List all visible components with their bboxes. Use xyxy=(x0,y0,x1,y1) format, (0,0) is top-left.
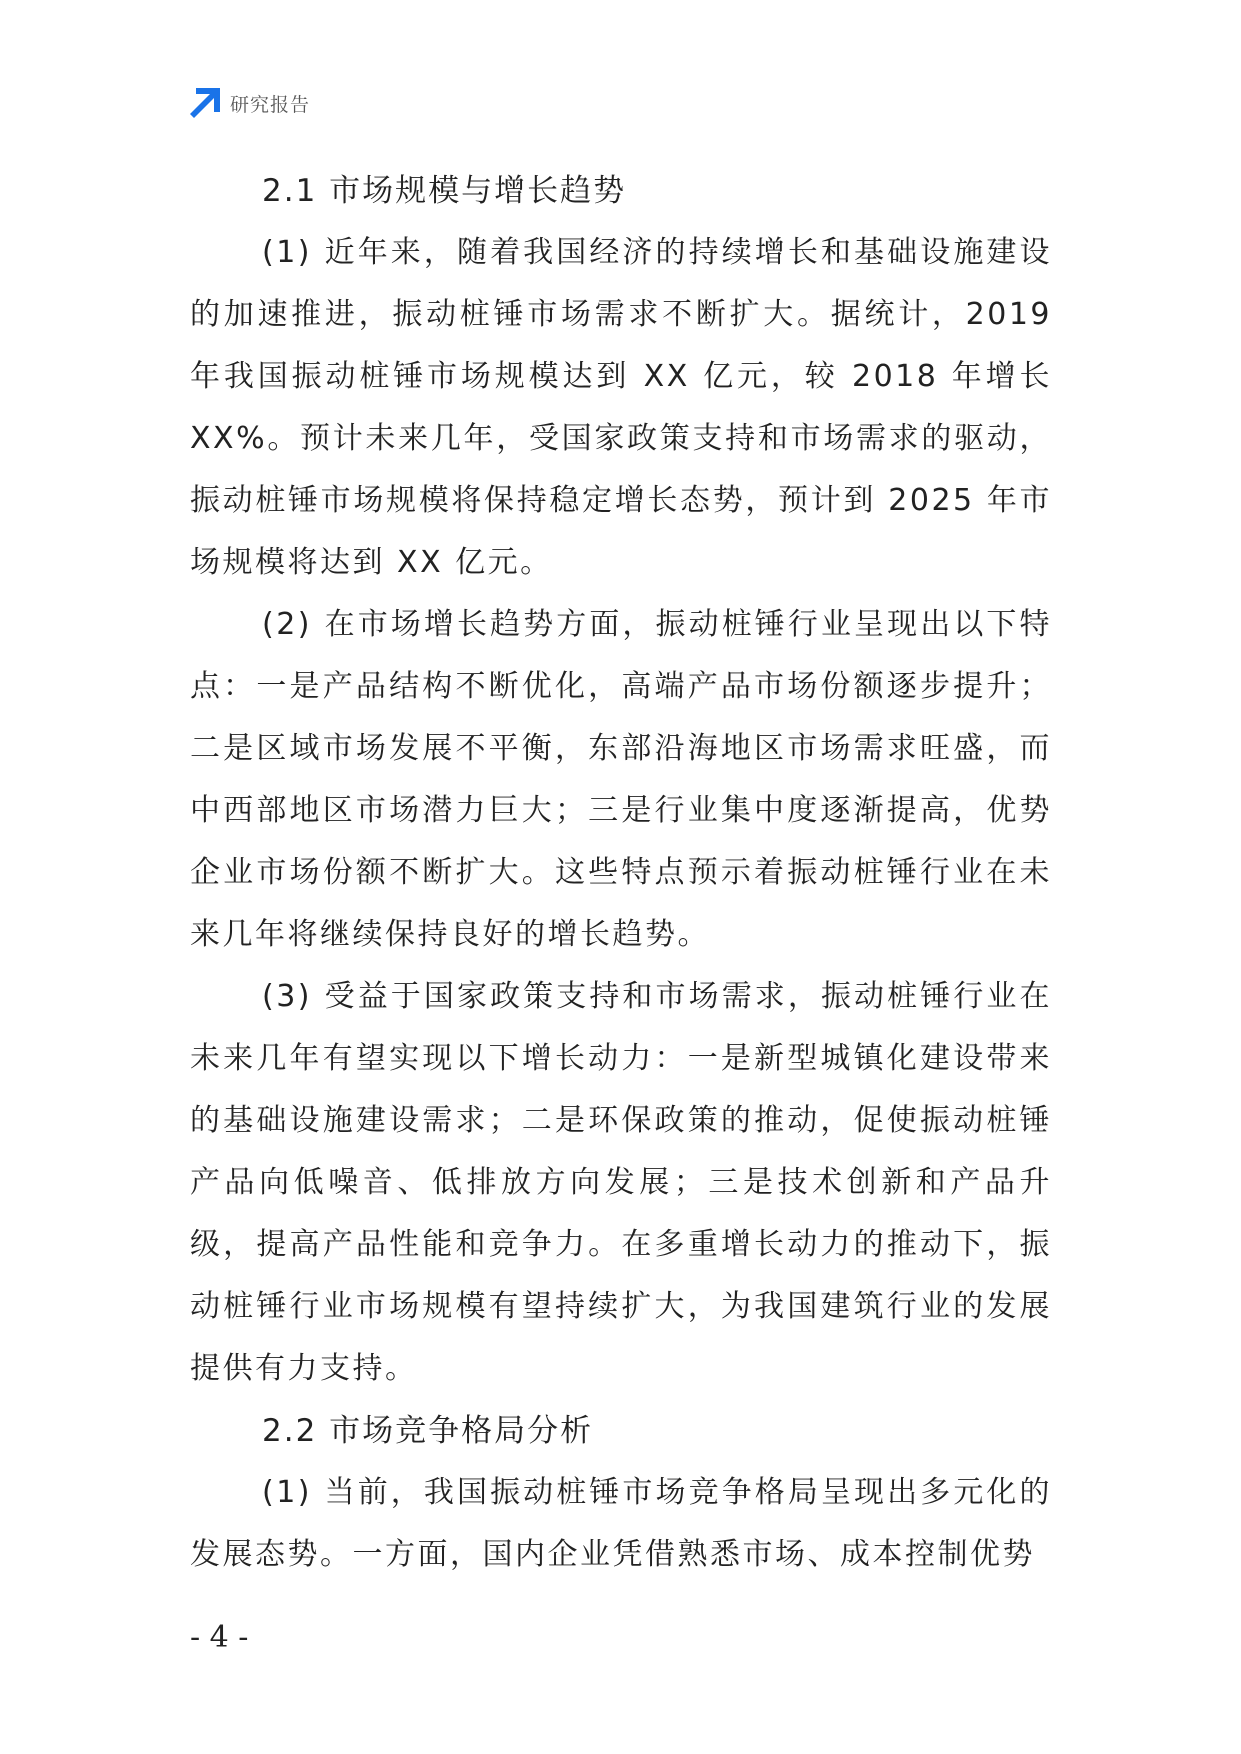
page-number: - 4 - xyxy=(190,1620,249,1655)
report-logo-arrow-icon xyxy=(190,88,220,118)
paragraph-2-2-1: (1) 当前，我国振动桩锤市场竞争格局呈现出多元化的发展态势。一方面，国内企业凭借熟悉市场、成本控制优势 xyxy=(190,1475,1052,1572)
paragraph-2-1-1: (1) 近年来，随着我国经济的持续增长和基础设施建设的加速推进，振动桩锤市场需求不断扩大。据统计，2019 年我国振动桩锤市场规模达到 XX 亿元，较 2018 年增长 XX%。预计未来几年，受国家政策支持和市场需求的驱动，振动桩锤市场规模将保持稳定增长态势，预计到 2025 年市场规模将达到 XX 亿元。 xyxy=(190,235,1052,580)
section-heading-2-2: 2.2 市场竞争格局分析 xyxy=(262,1413,594,1449)
document-body xyxy=(190,160,1052,1586)
section-heading-2-1: 2.1 市场规模与增长趋势 xyxy=(262,173,627,209)
paragraph-2-1-3: (3) 受益于国家政策支持和市场需求，振动桩锤行业在未来几年有望实现以下增长动力：一是新型城镇化建设带来的基础设施建设需求；二是环保政策的推动，促使振动桩锤产品向低噪音、低排放方向发展；三是技术创新和产品升级，提高产品性能和竞争力。在多重增长动力的推动下，振动桩锤行业市场规模有望持续扩大，为我国建筑行业的发展提供有力支持。 xyxy=(190,979,1052,1386)
page-header xyxy=(190,88,310,118)
paragraph-2-1-2: (2) 在市场增长趋势方面，振动桩锤行业呈现出以下特点：一是产品结构不断优化，高端产品市场份额逐步提升；二是区域市场发展不平衡，东部沿海地区市场需求旺盛，而中西部地区市场潜力巨大；三是行业集中度逐渐提高，优势企业市场份额不断扩大。这些特点预示着振动桩锤行业在未来几年将继续保持良好的增长趋势。 xyxy=(190,607,1052,952)
header-title: 研究报告 xyxy=(230,93,311,116)
